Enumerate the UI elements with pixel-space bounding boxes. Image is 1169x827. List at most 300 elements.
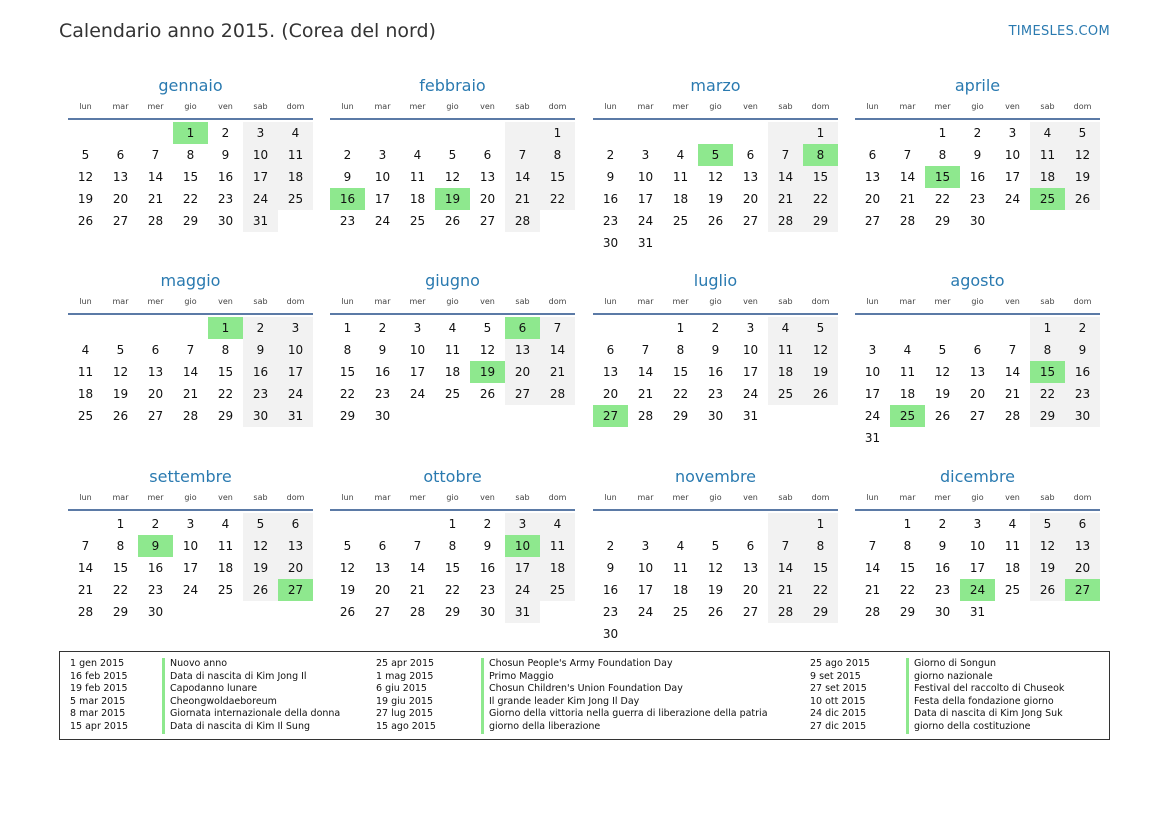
day-cell: 25: [672, 605, 689, 619]
day-cell: 27: [505, 383, 540, 405]
week-row: [593, 188, 838, 210]
weekday-label: mer: [409, 102, 426, 111]
day-cell: 29: [339, 409, 356, 423]
day-cell: 2: [606, 539, 615, 553]
empty-cell: [890, 122, 925, 144]
day-cell: 21: [182, 387, 199, 401]
day-cell: 4: [676, 539, 685, 553]
weekday-label: dom: [548, 493, 567, 502]
weekday-label: lun: [866, 493, 879, 502]
day-cell: 6: [378, 539, 387, 553]
day-cell: 5: [711, 539, 720, 553]
month-grid: [68, 513, 313, 623]
legend-item: [376, 696, 768, 709]
day-cell: 2: [483, 517, 492, 531]
weekday-header: [330, 293, 575, 311]
day-cell: 10: [637, 561, 654, 575]
day-cell: 6: [606, 343, 615, 357]
week-row: [855, 210, 1100, 232]
day-cell: 12: [707, 170, 724, 184]
day-cell: 3: [378, 148, 387, 162]
weekday-label: ven: [743, 102, 758, 111]
day-cell: 31: [505, 601, 540, 623]
legend-item: [376, 671, 768, 684]
day-cell: 11: [1004, 539, 1021, 553]
legend-date: 27 dic 2015: [810, 720, 867, 732]
week-row: [68, 601, 313, 623]
day-cell: 4: [221, 517, 230, 531]
day-cell: 30: [602, 236, 619, 250]
day-cell: 1: [903, 517, 912, 531]
day-cell: 9: [378, 343, 387, 357]
day-cell: 20: [147, 387, 164, 401]
day-cell: 16: [707, 365, 724, 379]
day-cell: 13: [112, 170, 129, 184]
day-cell: 3: [413, 321, 422, 335]
weekday-label: dom: [811, 493, 830, 502]
day-cell: 15: [444, 561, 461, 575]
day-cell: 28: [77, 605, 94, 619]
weekday-label: ven: [218, 297, 233, 306]
day-cell: 24: [409, 387, 426, 401]
day-cell: 17: [243, 166, 278, 188]
day-cell: 9: [938, 539, 947, 553]
day-cell: 11: [672, 170, 689, 184]
week-row: [855, 361, 1100, 383]
day-cell: 5: [343, 539, 352, 553]
legend-item: [70, 721, 340, 734]
day-cell: 18: [1004, 561, 1021, 575]
day-cell: 6: [278, 513, 313, 535]
day-cell: 30: [969, 214, 986, 228]
day-cell: 19: [707, 192, 724, 206]
week-row: [330, 361, 575, 383]
day-cell: 24: [960, 579, 995, 601]
legend-item: [376, 721, 768, 734]
day-cell: 3: [746, 321, 755, 335]
empty-cell: [435, 405, 470, 427]
month-novembre: [593, 465, 838, 645]
weekday-label: sab: [1040, 102, 1055, 111]
header-rule: [593, 313, 838, 315]
day-cell: 25: [890, 405, 925, 427]
day-cell: 16: [602, 583, 619, 597]
header-rule: [855, 509, 1100, 511]
week-row: [855, 122, 1100, 144]
week-row: [330, 339, 575, 361]
legend-name: Cheongwoldaeboreum: [162, 696, 277, 709]
week-row: [593, 383, 838, 405]
week-row: [855, 427, 1100, 449]
empty-cell: [540, 601, 575, 623]
day-cell: 15: [899, 561, 916, 575]
weekday-label: dom: [811, 297, 830, 306]
week-row: [68, 166, 313, 188]
day-cell: 7: [81, 539, 90, 553]
day-cell: 10: [243, 144, 278, 166]
day-cell: 12: [479, 343, 496, 357]
header-rule: [855, 118, 1100, 120]
day-cell: 8: [938, 148, 947, 162]
day-cell: 27: [479, 214, 496, 228]
weekday-label: ven: [480, 493, 495, 502]
day-cell: 11: [444, 343, 461, 357]
day-cell: 25: [444, 387, 461, 401]
weekday-label: ven: [218, 102, 233, 111]
day-cell: 31: [969, 605, 986, 619]
legend-name: giorno della liberazione: [481, 721, 600, 734]
weekday-header: [593, 98, 838, 116]
day-cell: 15: [339, 365, 356, 379]
day-cell: 28: [899, 214, 916, 228]
legend-item: [70, 708, 340, 721]
day-cell: 22: [339, 387, 356, 401]
day-cell: 25: [278, 188, 313, 210]
day-cell: 25: [77, 409, 94, 423]
weekday-label: mar: [899, 297, 916, 306]
day-cell: 1: [173, 122, 208, 144]
empty-cell: [278, 210, 313, 232]
day-cell: 8: [803, 144, 838, 166]
week-row: [330, 513, 575, 535]
legend-column: [70, 658, 340, 734]
day-cell: 15: [540, 166, 575, 188]
weekday-label: ven: [480, 297, 495, 306]
page-title: Calendario anno 2015. (Corea del nord): [59, 20, 436, 42]
day-cell: 24: [182, 583, 199, 597]
week-row: [855, 513, 1100, 535]
empty-cell: [1065, 427, 1100, 449]
empty-cell: [1030, 601, 1065, 623]
weekday-label: sab: [515, 102, 530, 111]
day-cell: 5: [1065, 122, 1100, 144]
week-row: [330, 144, 575, 166]
day-cell: 31: [243, 210, 278, 232]
day-cell: 2: [1065, 317, 1100, 339]
weekday-label: mer: [934, 102, 951, 111]
day-cell: 23: [707, 387, 724, 401]
day-cell: 17: [1004, 170, 1021, 184]
header-rule: [68, 509, 313, 511]
day-cell: 1: [803, 513, 838, 535]
day-cell: 13: [479, 170, 496, 184]
day-cell: 16: [147, 561, 164, 575]
day-cell: 6: [973, 343, 982, 357]
week-row: [330, 601, 575, 623]
weekday-label: mar: [374, 493, 391, 502]
day-cell: 18: [672, 192, 689, 206]
weekday-label: mar: [112, 493, 129, 502]
weekday-label: mar: [637, 102, 654, 111]
month-name: febbraio: [419, 76, 486, 95]
weekday-label: sab: [515, 493, 530, 502]
day-cell: 18: [444, 365, 461, 379]
site-link[interactable]: TIMESLES.COM: [1008, 24, 1110, 39]
weekday-label: dom: [548, 297, 567, 306]
week-row: [593, 557, 838, 579]
month-grid: [855, 122, 1100, 232]
day-cell: 13: [969, 365, 986, 379]
weekday-label: lun: [866, 297, 879, 306]
month-agosto: [855, 269, 1100, 449]
empty-cell: [663, 122, 698, 144]
empty-cell: [890, 427, 925, 449]
day-cell: 17: [182, 561, 199, 575]
empty-cell: [995, 427, 1030, 449]
day-cell: 22: [803, 188, 838, 210]
month-name: maggio: [160, 271, 221, 290]
day-cell: 14: [147, 170, 164, 184]
day-cell: 28: [540, 383, 575, 405]
day-cell: 5: [803, 317, 838, 339]
month-grid: [593, 513, 838, 645]
weekday-header: [330, 489, 575, 507]
legend-date: 5 mar 2015: [70, 695, 126, 707]
day-cell: 28: [637, 409, 654, 423]
weekday-label: lun: [604, 493, 617, 502]
empty-cell: [995, 210, 1030, 232]
day-cell: 7: [641, 343, 650, 357]
day-cell: 20: [864, 192, 881, 206]
legend-name: Giornata internazionale della donna: [162, 708, 340, 721]
empty-cell: [803, 623, 838, 645]
week-row: [330, 188, 575, 210]
legend-date: 1 mag 2015: [376, 670, 434, 682]
weekday-label: lun: [604, 102, 617, 111]
empty-cell: [855, 122, 890, 144]
day-cell: 28: [768, 601, 803, 623]
day-cell: 18: [278, 166, 313, 188]
empty-cell: [663, 623, 698, 645]
week-row: [593, 210, 838, 232]
weekday-header: [855, 489, 1100, 507]
day-cell: 12: [444, 170, 461, 184]
day-cell: 11: [278, 144, 313, 166]
month-name: gennaio: [158, 76, 223, 95]
day-cell: 26: [707, 605, 724, 619]
week-row: [593, 144, 838, 166]
weekday-label: sab: [778, 493, 793, 502]
day-cell: 4: [1008, 517, 1017, 531]
week-row: [68, 210, 313, 232]
weekday-label: gio: [446, 493, 459, 502]
day-cell: 21: [540, 361, 575, 383]
empty-cell: [803, 405, 838, 427]
day-cell: 27: [147, 409, 164, 423]
empty-cell: [628, 513, 663, 535]
day-cell: 29: [899, 605, 916, 619]
day-cell: 2: [378, 321, 387, 335]
header-rule: [593, 509, 838, 511]
empty-cell: [505, 122, 540, 144]
day-cell: 5: [1030, 513, 1065, 535]
day-cell: 26: [77, 214, 94, 228]
day-cell: 19: [243, 557, 278, 579]
day-cell: 11: [77, 365, 94, 379]
weekday-label: mer: [934, 297, 951, 306]
weekday-header: [855, 293, 1100, 311]
day-cell: 17: [864, 387, 881, 401]
weekday-label: dom: [811, 102, 830, 111]
day-cell: 21: [768, 579, 803, 601]
day-cell: 29: [112, 605, 129, 619]
day-cell: 2: [243, 317, 278, 339]
empty-cell: [400, 513, 435, 535]
week-row: [330, 579, 575, 601]
weekday-label: lun: [604, 297, 617, 306]
week-row: [855, 317, 1100, 339]
day-cell: 22: [112, 583, 129, 597]
day-cell: 13: [278, 535, 313, 557]
day-cell: 17: [505, 557, 540, 579]
empty-cell: [593, 122, 628, 144]
legend-name: Capodanno lunare: [162, 683, 257, 696]
day-cell: 24: [374, 214, 391, 228]
month-name: aprile: [954, 76, 1001, 95]
legend-date: 9 set 2015: [810, 670, 861, 682]
empty-cell: [400, 405, 435, 427]
weekday-label: lun: [341, 297, 354, 306]
day-cell: 8: [116, 539, 125, 553]
day-cell: 1: [1030, 317, 1065, 339]
day-cell: 1: [343, 321, 352, 335]
day-cell: 21: [77, 583, 94, 597]
week-row: [330, 166, 575, 188]
day-cell: 14: [1004, 365, 1021, 379]
weekday-label: mer: [672, 102, 689, 111]
day-cell: 9: [973, 148, 982, 162]
weekday-label: lun: [79, 493, 92, 502]
day-cell: 30: [707, 409, 724, 423]
day-cell: 23: [934, 583, 951, 597]
day-cell: 17: [374, 192, 391, 206]
day-cell: 24: [742, 387, 759, 401]
legend-date: 19 feb 2015: [70, 683, 128, 695]
week-row: [593, 122, 838, 144]
day-cell: 18: [540, 557, 575, 579]
month-grid: [330, 122, 575, 232]
day-cell: 6: [116, 148, 125, 162]
day-cell: 11: [768, 339, 803, 361]
weekday-header: [68, 98, 313, 116]
empty-cell: [243, 601, 278, 623]
week-row: [855, 166, 1100, 188]
day-cell: 7: [540, 317, 575, 339]
day-cell: 1: [116, 517, 125, 531]
day-cell: 28: [864, 605, 881, 619]
empty-cell: [925, 427, 960, 449]
week-row: [68, 557, 313, 579]
day-cell: 28: [409, 605, 426, 619]
day-cell: 10: [742, 343, 759, 357]
day-cell: 15: [112, 561, 129, 575]
week-row: [330, 383, 575, 405]
day-cell: 18: [899, 387, 916, 401]
weekday-label: mer: [147, 493, 164, 502]
empty-cell: [698, 122, 733, 144]
day-cell: 13: [147, 365, 164, 379]
week-row: [68, 188, 313, 210]
month-grid: [68, 122, 313, 232]
month-name: novembre: [674, 467, 757, 486]
legend-date: 25 apr 2015: [376, 658, 435, 669]
day-cell: 10: [278, 339, 313, 361]
week-row: [593, 601, 838, 623]
day-cell: 18: [217, 561, 234, 575]
weekday-label: mar: [374, 102, 391, 111]
weekday-label: sab: [1040, 297, 1055, 306]
day-cell: 30: [602, 627, 619, 641]
empty-cell: [103, 122, 138, 144]
month-giugno: [330, 269, 575, 427]
header-rule: [593, 118, 838, 120]
week-row: [68, 144, 313, 166]
weekday-label: ven: [1005, 102, 1020, 111]
day-cell: 12: [803, 339, 838, 361]
week-row: [593, 166, 838, 188]
legend-date: 1 gen 2015: [70, 658, 125, 669]
month-grid: [855, 317, 1100, 449]
day-cell: 16: [330, 188, 365, 210]
day-cell: 27: [1065, 579, 1100, 601]
day-cell: 15: [1030, 361, 1065, 383]
legend-date: 6 giu 2015: [376, 683, 427, 695]
day-cell: 26: [112, 409, 129, 423]
week-row: [330, 557, 575, 579]
legend-name: Festival del raccolto di Chuseok: [906, 683, 1064, 696]
week-row: [593, 339, 838, 361]
day-cell: 7: [505, 144, 540, 166]
week-row: [855, 601, 1100, 623]
day-cell: 9: [1065, 339, 1100, 361]
empty-cell: [768, 513, 803, 535]
day-cell: 6: [868, 148, 877, 162]
day-cell: 17: [637, 583, 654, 597]
day-cell: 13: [742, 561, 759, 575]
empty-cell: [663, 232, 698, 254]
day-cell: 28: [768, 210, 803, 232]
empty-cell: [960, 317, 995, 339]
day-cell: 2: [711, 321, 720, 335]
legend-date: 8 mar 2015: [70, 708, 126, 720]
month-grid: [593, 122, 838, 254]
day-cell: 23: [147, 583, 164, 597]
day-cell: 5: [483, 321, 492, 335]
day-cell: 7: [151, 148, 160, 162]
day-cell: 25: [768, 383, 803, 405]
weekday-label: mer: [934, 493, 951, 502]
month-luglio: [593, 269, 838, 427]
day-cell: 10: [182, 539, 199, 553]
day-cell: 19: [1065, 166, 1100, 188]
day-cell: 16: [602, 192, 619, 206]
day-cell: 29: [672, 409, 689, 423]
week-row: [68, 317, 313, 339]
day-cell: 1: [803, 122, 838, 144]
empty-cell: [768, 623, 803, 645]
day-cell: 4: [413, 148, 422, 162]
weekday-label: lun: [79, 102, 92, 111]
legend-item: [70, 696, 340, 709]
day-cell: 20: [112, 192, 129, 206]
day-cell: 3: [868, 343, 877, 357]
day-cell: 23: [969, 192, 986, 206]
legend-date: 25 ago 2015: [810, 658, 870, 669]
day-cell: 1: [938, 126, 947, 140]
day-cell: 12: [77, 170, 94, 184]
day-cell: 30: [243, 405, 278, 427]
day-cell: 4: [1030, 122, 1065, 144]
